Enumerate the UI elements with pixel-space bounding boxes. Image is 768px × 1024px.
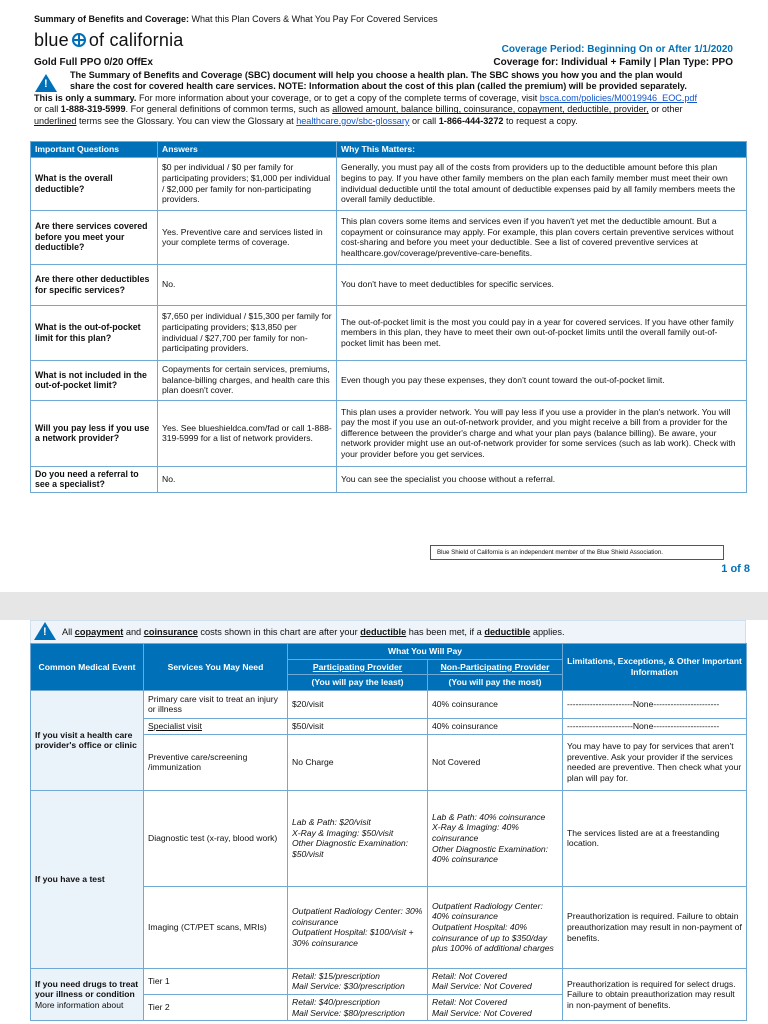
coverage-period: Coverage Period: Beginning On or After 1/1/2020	[501, 44, 733, 55]
col-header-why: Why This Matters:	[337, 142, 747, 158]
table-row: Are there services covered before you meet your deductible? Yes. Preventive care and services listed in your complete terms of coverage. This plan covers some items and services even if you haven't yet met the deductible amount. But a copayment or coinsurance may apply. For example, this plan covers certain preventive services without cost-sharing and before you meet your deductible. See a list of covered preventive services at healthcare.gov/coverage/preventive-care-benefits.	[31, 210, 747, 264]
table-row: Will you pay less if you use a network provider? Yes. See blueshieldca.com/fad or call 1-888-319-5999 for a list of network providers. This plan uses a provider network. You will pay less if you use a provider in the plan's network. You will pay the most if you use an out-of-network provider, and you might receive a bill from a provider for the difference between the provider's charge and what your plan pays (balance billing). Be aware, your network provider might use an out-of-network provider for some services (such as lab work). Check with your provider before you get services.	[31, 400, 747, 466]
banner-text: All copayment and coinsurance costs shown in this chart are after your deductible has been met, if a deductible applies.	[62, 627, 565, 637]
glossary-link[interactable]: healthcare.gov/sbc-glossary	[296, 115, 410, 126]
col-header-services: Services You May Need	[144, 644, 288, 691]
table-row: Specialist visit $50/visit 40% coinsurance -----------------------None-----------------------	[31, 718, 747, 734]
intro-paragraph-2: This is only a summary. For more information about your coverage, or to get a copy of the complete terms of coverage, visit bsca.com/policies/M0019946_EOC.pdf or call 1-888-319-5999. For general definitions of common terms, such as allowed amount, balance billing, coinsurance, copayment, deductible, provider, or other underlined terms see the Glossary. You can view the Glossary at healthcare.gov/sbc-glossary or call 1-866-444-3272 to request a copy.	[34, 93, 698, 126]
table-row: If you visit a health care provider's office or clinic Primary care visit to treat an injury or illness $20/visit 40% coinsurance -----------------------None-----------------------	[31, 690, 747, 718]
important-questions-table	[30, 141, 746, 493]
col-header-what-you-pay: What You Will Pay	[288, 644, 563, 660]
col-header-limitations: Limitations, Exceptions, & Other Important Information	[563, 644, 747, 691]
table-row: Tier 2 Retail: $40/prescription Mail Service: $80/prescription Retail: Not Covered Mail Service: Not Covered	[31, 994, 747, 1020]
table-row: If you have a test Diagnostic test (x-ray, blood work) Lab & Path: $20/visit X-Ray & Imaging: $50/visit Other Diagnostic Examination: $50/visit Lab & Path: 40% coinsurance X-Ray & Imaging: 40% coinsurance Other Diagnostic Examination: 40% coinsurance The services listed are at a freestanding location.	[31, 790, 747, 886]
intro-paragraph: The Summary of Benefits and Coverage (SBC) document will help you choose a health plan. The SBC shows you how you and the plan would share the cost for covered health care services. NOTE: Information about the cost of this plan (called the premium) will be provided separately.	[70, 70, 687, 92]
coverage-for: Coverage for: Individual + Family | Plan Type: PPO	[493, 57, 733, 68]
footnote: Blue Shield of California is an independent member of the Blue Shield Association.	[430, 545, 724, 560]
table-row: Imaging (CT/PET scans, MRIs) Outpatient Radiology Center: 30% coinsurance Outpatient Hospital: $100/visit + 30% coinsurance Outpatient Radiology Center: 40% coinsurance Outpatient Hospital: 40% coinsurance of up to $350/day plus 100% of additional charges Preauthorization is required. Failure to obtain preauthorization may result in non-payment of benefits.	[31, 886, 747, 968]
col-header-questions: Important Questions	[31, 142, 158, 158]
company-logo: blue of california	[34, 30, 184, 50]
page-2	[0, 620, 768, 1024]
benefits-table: Common Medical Event Services You May Need What You Will Pay Limitations, Exceptions, & Other Important Information Participating Provider Non-Participating Provider (You will pay the least) (You will pay the most) If you visit a health care provider's office or clinic Primary care visit to treat an injury or illness $20/visit 40% coinsurance -----------------------None----------------------- Specialist visit $50/visit 40% coinsurance -----------------------None----------------------- Preventive care/screening /immunization No Charge Not Covered You may have to pay for services that aren't preventive. Ask your provider if the services needed are preventive. Then check what your plan will pay for. If you have a test Diagnostic test (x-ray, blood work) Lab & Path: $20/visit X-Ray & Imaging: $50/visit Other Diagnostic Examination: $50/visit Lab & Path: 40% coinsurance X-Ray & Imaging: 40% coinsurance Other Diagnostic Examination: 40% coinsurance The services listed are at a freestanding location. Imaging (CT/PET scans, MRIs) Outpatient Radiology Center: 30% coinsurance Outpatient Hospital: $100/visit + 30% coinsurance Outpatient Radiology Center: 40% coinsurance Outpatient Hospital: 40% coinsurance of up to $350/day plus 100% of additional charges Preauthorization is required. Failure to obtain preauthorization may result in non-payment of benefits. If you need drugs to treat your illness or condition More information about Tier 1 Retail: $15/prescription Mail Service: $30/prescription Retail: Not Covered Mail Service: Not Covered Preauthorization is required for select drugs. Failure to obtain preauthorization may result in non-payment of benefits. Tier 2 Retail: $40/prescription Mail Service: $80/prescription Retail: Not Covered Mail Service: Not Covered	[30, 643, 746, 1021]
table-row: Do you need a referral to see a specialist? No. You can see the specialist you choose without a referral.	[31, 466, 747, 492]
col-header-answers: Answers	[158, 142, 337, 158]
col-header-non-participating: Non-Participating Provider	[428, 659, 563, 675]
warning-icon: !	[35, 74, 57, 92]
table-row: Preventive care/screening /immunization No Charge Not Covered You may have to pay for services that aren't preventive. Ask your provider if the services needed are preventive. Then check what your plan will pay for.	[31, 734, 747, 790]
table-row: If you need drugs to treat your illness or condition More information about Tier 1 Retail: $15/prescription Mail Service: $30/prescription Retail: Not Covered Mail Service: Not Covered Preauthorization is required for select drugs. Failure to obtain preauthorization may result in non-payment of benefits.	[31, 968, 747, 994]
table-row: What is the out-of-pocket limit for this plan? $7,650 per individual / $15,300 per family for participating providers; $13,850 per individual / $27,700 per family for non-participating providers. The out-of-pocket limit is the most you could pay in a year for covered services. If you have other family members in this plan, they have to meet their own out-of-pocket limits until the overall family out-of-pocket limit has been met.	[31, 305, 747, 360]
plan-name: Gold Full PPO 0/20 OffEx	[34, 57, 153, 68]
col-header-event: Common Medical Event	[31, 644, 144, 691]
table-row: What is not included in the out-of-pocket limit? Copayments for certain services, premiums, balance-billing charges, and health care this plan doesn't cover. Even though you pay these expenses, they don't count toward the out-of-pocket limit.	[31, 360, 747, 400]
page-number: 1 of 8	[721, 563, 750, 575]
shield-cross-icon	[72, 33, 86, 47]
eoc-link[interactable]: bsca.com/policies/M0019946_EOC.pdf	[539, 93, 698, 103]
col-header-participating: Participating Provider	[288, 659, 428, 675]
sbc-title: Summary of Benefits and Coverage: What this Plan Covers & What You Pay For Covered Services	[34, 14, 438, 24]
table-row: Are there other deductibles for specific services? No. You don't have to meet deductibles for specific services.	[31, 264, 747, 305]
warning-icon: !	[34, 622, 56, 640]
table-row: What is the overall deductible? $0 per individual / $0 per family for participating providers; $1,000 per individual / $2,000 per family for non-participating providers. Generally, you must pay all of the costs from providers up to the deductible amount before this plan begins to pay. If you have other family members on the plan each family member must meet their own individual deductible until the total amount of deductible expenses paid by all family members meets the overall family deductible.	[31, 157, 747, 210]
